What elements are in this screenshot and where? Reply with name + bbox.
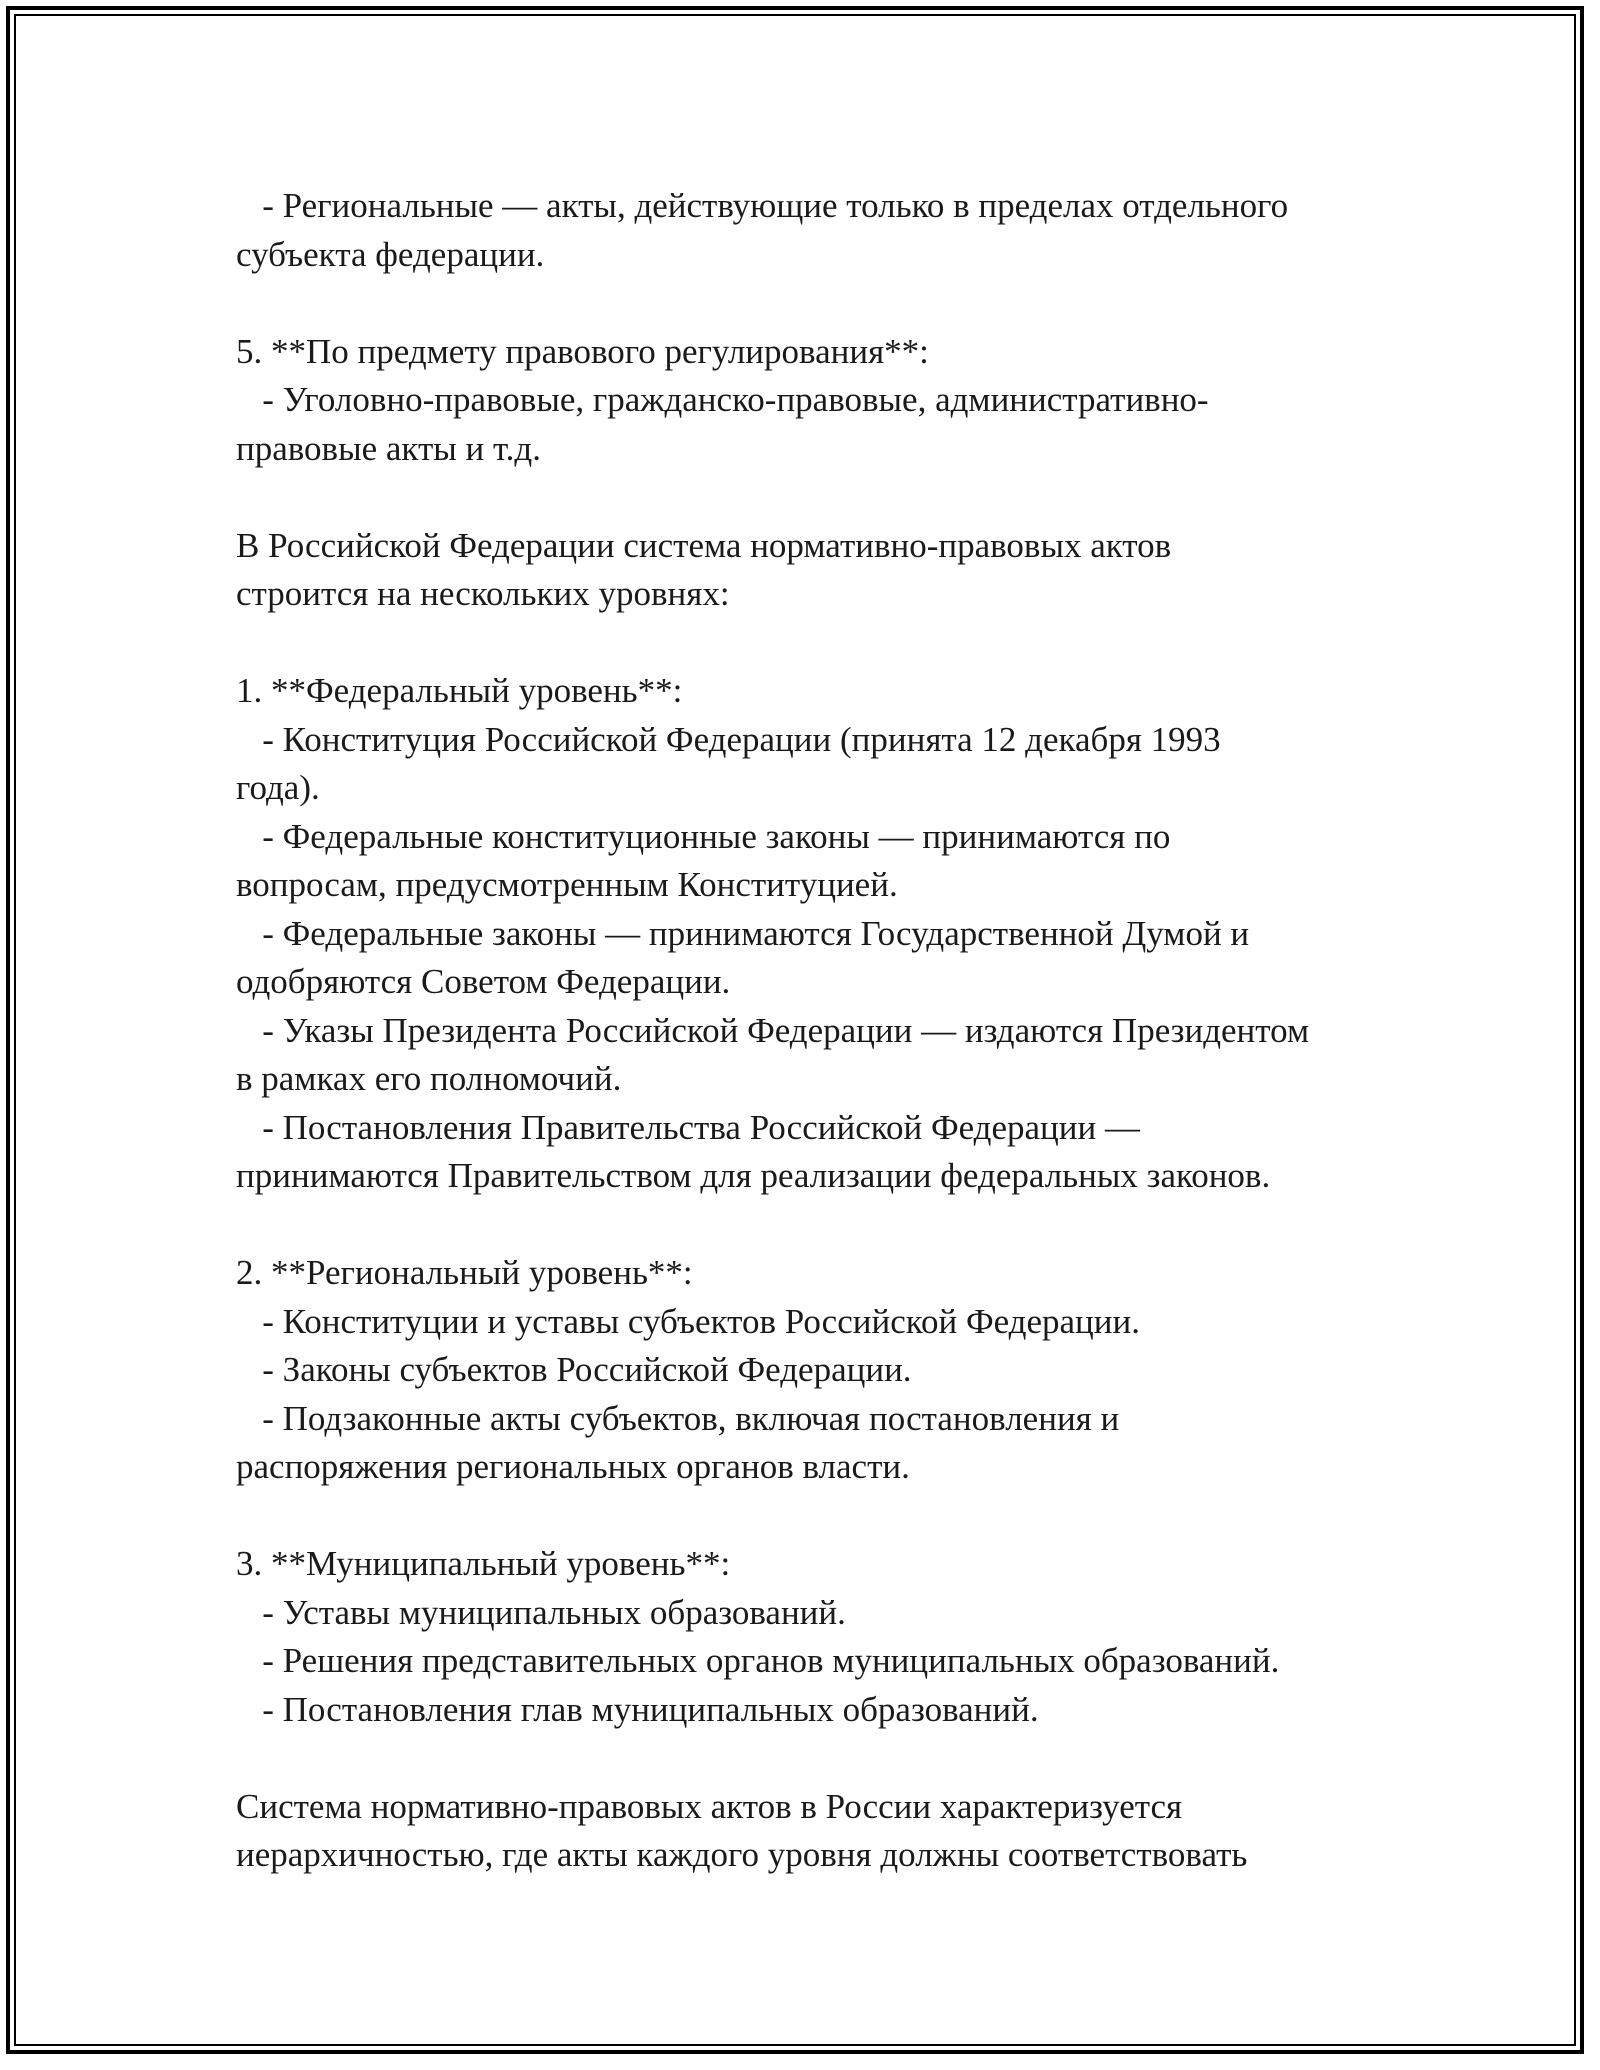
paragraph-line: В Российской Федерации система нормативно-правовых актов [236, 525, 1172, 565]
text-line: - Постановления глав муниципальных образований. [236, 1689, 1039, 1729]
blank-line [236, 1492, 1386, 1541]
list-heading: 2. **Региональный уровень**: [236, 1253, 693, 1292]
text-line: - Региональные — акты, действующие только в пределах отдельного [236, 186, 1289, 225]
text-line: вопросам, предусмотренным Конституцией. [236, 865, 898, 904]
list-heading: 5. **По предмету правового регулирования**: [236, 331, 929, 371]
text-line: одобряются Советом Федерации. [236, 962, 731, 1001]
text-line: субъекта федерации. [236, 234, 545, 274]
paragraph-line: строится на нескольких уровнях: [236, 574, 730, 613]
text-line: - Конституция Российской Федерации (принята 12 декабря 1993 [236, 719, 1221, 759]
text-line: - Постановления Правительства Российской Федерации — [236, 1107, 1140, 1147]
blank-line [236, 473, 1386, 522]
text-line: в рамках его полномочий. [236, 1059, 622, 1098]
text-line: - Конституции и уставы субъектов Российской Федерации. [236, 1301, 1141, 1341]
text-line: года). [236, 768, 320, 807]
paragraph-line: иерархичностью, где акты каждого уровня должны соответствовать [236, 1835, 1248, 1874]
blank-line [236, 1734, 1386, 1783]
list-heading: 1. **Федеральный уровень**: [236, 671, 683, 710]
text-line: распоряжения региональных органов власти. [236, 1447, 910, 1486]
text-line: - Уставы муниципальных образований. [236, 1592, 846, 1632]
blank-line [236, 619, 1386, 668]
blank-line [236, 279, 1386, 328]
document-body [236, 182, 1386, 1880]
text-line: - Законы субъектов Российской Федерации. [236, 1350, 912, 1389]
text-line: - Федеральные конституционные законы — принимаются по [236, 816, 1171, 856]
text-line: принимаются Правительством для реализации федеральных законов. [236, 1156, 1271, 1195]
paragraph-line: Система нормативно-правовых актов в России характеризуется [236, 1786, 1183, 1826]
blank-line [236, 1201, 1386, 1250]
list-heading: 3. **Муниципальный уровень**: [236, 1544, 731, 1583]
text-line: - Федеральные законы — принимаются Государственной Думой и [236, 913, 1250, 953]
text-line: - Указы Президента Российской Федерации — издаются Президентом [236, 1010, 1310, 1050]
text-line: - Подзаконные акты субъектов, включая постановления и [236, 1398, 1120, 1438]
text-line: - Решения представительных органов муниципальных образований. [236, 1641, 1280, 1680]
text-line: - Уголовно-правовые, гражданско-правовые, административно- [236, 380, 1209, 419]
text-line: правовые акты и т.д. [236, 428, 541, 468]
